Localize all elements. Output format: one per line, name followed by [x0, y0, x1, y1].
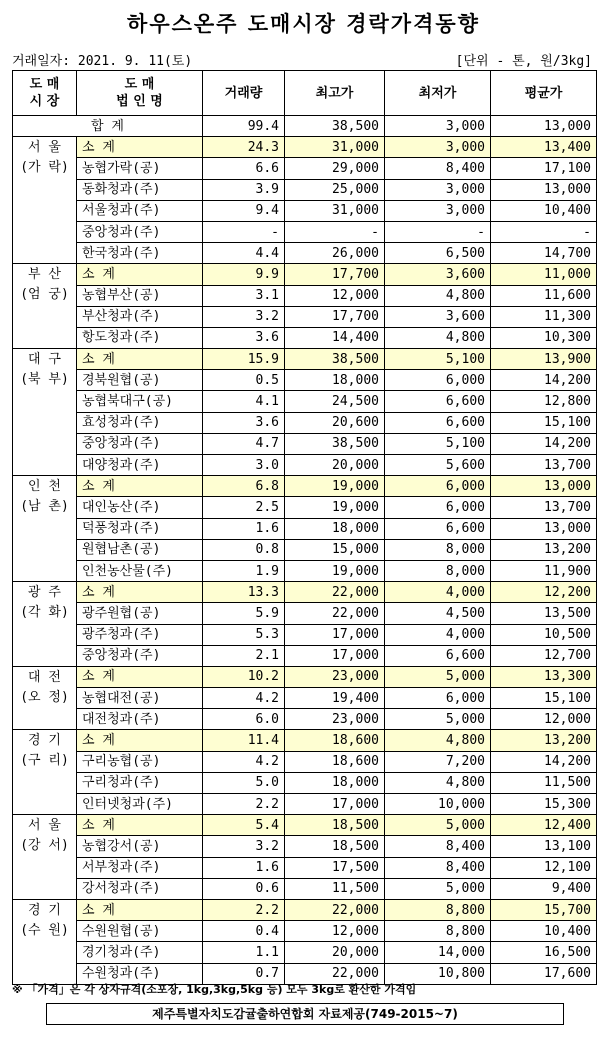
max-price-cell: 31,000: [285, 200, 385, 221]
corp-name: 대양청과(주): [77, 455, 203, 476]
market-name-line2: (각 화): [20, 605, 69, 621]
min-price-cell: 6,600: [385, 391, 491, 412]
total-label: 합 계: [13, 116, 203, 137]
max-price-cell: 19,000: [285, 476, 385, 497]
corp-name: 소 계: [77, 666, 203, 687]
market-name: [13, 137, 77, 264]
max-price-cell: 22,000: [285, 582, 385, 603]
min-price-cell: 3,600: [385, 306, 491, 327]
avg-price-cell: 10,300: [491, 327, 597, 348]
max-price-cell: 17,000: [285, 794, 385, 815]
footnote: ※ 「가격」은 각 상자규격(소포장, 1kg,3kg,5kg 등) 모두 3kg로 환산한 가격임: [12, 983, 417, 996]
total-row: [13, 116, 597, 137]
header-volume: 거래량: [203, 71, 285, 116]
min-price-cell: 10,800: [385, 963, 491, 984]
source-box: 제주특별자치도감귤출하연합회 자료제공(749-2015~7): [46, 1003, 564, 1025]
subtotal-row: [13, 349, 597, 370]
subtotal-row: [13, 582, 597, 603]
corp-name: 부산청과(주): [77, 306, 203, 327]
table-row: [13, 412, 597, 433]
avg-price-cell: -: [491, 221, 597, 242]
min-price-cell: 4,000: [385, 624, 491, 645]
header-min: 최저가: [385, 71, 491, 116]
min-price-cell: 8,000: [385, 560, 491, 581]
corp-name: 소 계: [77, 476, 203, 497]
corp-name: 농협대전(공): [77, 688, 203, 709]
volume-cell: 0.4: [203, 921, 285, 942]
table-row: [13, 306, 597, 327]
market-name: [13, 349, 77, 476]
max-price-cell: 18,500: [285, 836, 385, 857]
min-price-cell: 6,500: [385, 243, 491, 264]
avg-price-cell: 11,600: [491, 285, 597, 306]
volume-cell: 9.4: [203, 200, 285, 221]
market-name-line1: 경 기: [28, 733, 61, 749]
volume-cell: 3.0: [203, 455, 285, 476]
market-name-line1: 서 울: [28, 140, 61, 156]
max-price-cell: 14,400: [285, 327, 385, 348]
avg-price-cell: 17,100: [491, 158, 597, 179]
max-price-cell: 23,000: [285, 666, 385, 687]
table-row: [13, 603, 597, 624]
corp-name: 소 계: [77, 899, 203, 920]
avg-price-cell: 13,100: [491, 836, 597, 857]
min-price-cell: 6,000: [385, 476, 491, 497]
avg-price-cell: 13,900: [491, 349, 597, 370]
subtotal-row: [13, 264, 597, 285]
avg-price-cell: 10,400: [491, 921, 597, 942]
corp-name: 강서청과(주): [77, 878, 203, 899]
volume-cell: 1.9: [203, 560, 285, 581]
max-price-cell: 26,000: [285, 243, 385, 264]
max-price-cell: 12,000: [285, 285, 385, 306]
table-row: [13, 688, 597, 709]
max-price-cell: 19,000: [285, 560, 385, 581]
table-row: [13, 878, 597, 899]
corp-name: 인천농산물(주): [77, 560, 203, 581]
market-name-line1: 대 구: [28, 352, 61, 368]
max-price-cell: 12,000: [285, 921, 385, 942]
corp-name: 중앙청과(주): [77, 433, 203, 454]
market-name-line1: 부 산: [28, 267, 61, 283]
corp-name: 중앙청과(주): [77, 645, 203, 666]
avg-price-cell: 13,000: [491, 476, 597, 497]
corp-name: 수원청과(주): [77, 963, 203, 984]
corp-name: 농협강서(공): [77, 836, 203, 857]
corp-name: 농협가락(공): [77, 158, 203, 179]
corp-name: 동화청과(주): [77, 179, 203, 200]
table-row: [13, 539, 597, 560]
max-price-cell: 24,500: [285, 391, 385, 412]
corp-name: 소 계: [77, 349, 203, 370]
corp-name: 수원원협(공): [77, 921, 203, 942]
market-name-line2: (남 촌): [20, 499, 69, 515]
volume-cell: 3.6: [203, 327, 285, 348]
min-price-cell: 4,000: [385, 582, 491, 603]
max-price-cell: 17,700: [285, 264, 385, 285]
corp-name: 소 계: [77, 137, 203, 158]
volume-cell: 2.1: [203, 645, 285, 666]
avg-price-cell: 13,200: [491, 539, 597, 560]
table-row: [13, 836, 597, 857]
volume-cell: 5.3: [203, 624, 285, 645]
total-volume: 99.4: [203, 116, 285, 137]
subtotal-row: [13, 899, 597, 920]
avg-price-cell: 12,700: [491, 645, 597, 666]
min-price-cell: 6,000: [385, 370, 491, 391]
volume-cell: 5.9: [203, 603, 285, 624]
market-name-line2: (엄 궁): [20, 287, 69, 303]
market-name: [13, 666, 77, 730]
volume-cell: 2.2: [203, 899, 285, 920]
meta-line: [12, 50, 592, 69]
volume-cell: 3.1: [203, 285, 285, 306]
corp-name: 대인농산(주): [77, 497, 203, 518]
avg-price-cell: 14,200: [491, 433, 597, 454]
table-row: [13, 921, 597, 942]
min-price-cell: 14,000: [385, 942, 491, 963]
corp-name: 농협북대구(공): [77, 391, 203, 412]
avg-price-cell: 14,200: [491, 751, 597, 772]
min-price-cell: -: [385, 221, 491, 242]
total-min: 3,000: [385, 116, 491, 137]
volume-cell: 6.0: [203, 709, 285, 730]
header-row: [13, 71, 597, 116]
avg-price-cell: 13,500: [491, 603, 597, 624]
min-price-cell: 4,800: [385, 327, 491, 348]
table-row: [13, 518, 597, 539]
min-price-cell: 3,000: [385, 200, 491, 221]
max-price-cell: 19,000: [285, 497, 385, 518]
max-price-cell: 18,500: [285, 815, 385, 836]
avg-price-cell: 13,400: [491, 137, 597, 158]
max-price-cell: 17,700: [285, 306, 385, 327]
table-row: [13, 158, 597, 179]
volume-cell: 2.2: [203, 794, 285, 815]
table-row: [13, 179, 597, 200]
market-name: [13, 476, 77, 582]
max-price-cell: 17,000: [285, 624, 385, 645]
total-avg: 13,000: [491, 116, 597, 137]
table-row: [13, 794, 597, 815]
min-price-cell: 6,000: [385, 688, 491, 709]
header-market: 도 매 시 장: [13, 71, 77, 116]
avg-price-cell: 14,700: [491, 243, 597, 264]
max-price-cell: 29,000: [285, 158, 385, 179]
market-name-line2: (구 리): [20, 753, 69, 769]
avg-price-cell: 14,200: [491, 370, 597, 391]
table-row: [13, 751, 597, 772]
market-name: [13, 730, 77, 815]
avg-price-cell: 10,400: [491, 200, 597, 221]
table-row: [13, 221, 597, 242]
volume-cell: 6.8: [203, 476, 285, 497]
corp-name: 원협남촌(공): [77, 539, 203, 560]
max-price-cell: 18,600: [285, 751, 385, 772]
avg-price-cell: 13,700: [491, 455, 597, 476]
corp-name: 구리청과(주): [77, 772, 203, 793]
table-row: [13, 433, 597, 454]
avg-price-cell: 16,500: [491, 942, 597, 963]
max-price-cell: 31,000: [285, 137, 385, 158]
avg-price-cell: 15,700: [491, 899, 597, 920]
market-name-line2: (수 원): [20, 922, 69, 938]
max-price-cell: 38,500: [285, 349, 385, 370]
min-price-cell: 8,400: [385, 857, 491, 878]
min-price-cell: 5,000: [385, 666, 491, 687]
market-name-line1: 대 전: [28, 669, 61, 685]
volume-cell: 1.1: [203, 942, 285, 963]
max-price-cell: 22,000: [285, 899, 385, 920]
volume-cell: 4.2: [203, 688, 285, 709]
min-price-cell: 4,800: [385, 730, 491, 751]
table-row: [13, 285, 597, 306]
volume-cell: 15.9: [203, 349, 285, 370]
table-row: [13, 560, 597, 581]
corp-name: 소 계: [77, 582, 203, 603]
max-price-cell: 19,400: [285, 688, 385, 709]
corp-name: 소 계: [77, 815, 203, 836]
min-price-cell: 8,800: [385, 921, 491, 942]
max-price-cell: -: [285, 221, 385, 242]
volume-cell: 9.9: [203, 264, 285, 285]
avg-price-cell: 15,100: [491, 688, 597, 709]
max-price-cell: 25,000: [285, 179, 385, 200]
corp-name: 덕풍청과(주): [77, 518, 203, 539]
market-name-line1: 광 주: [28, 585, 61, 601]
min-price-cell: 5,100: [385, 349, 491, 370]
min-price-cell: 7,200: [385, 751, 491, 772]
min-price-cell: 8,400: [385, 836, 491, 857]
header-avg: 평균가: [491, 71, 597, 116]
min-price-cell: 5,000: [385, 878, 491, 899]
corp-name: 항도청과(주): [77, 327, 203, 348]
max-price-cell: 18,600: [285, 730, 385, 751]
corp-name: 경기청과(주): [77, 942, 203, 963]
subtotal-row: [13, 666, 597, 687]
market-name: [13, 264, 77, 349]
max-price-cell: 20,000: [285, 942, 385, 963]
volume-cell: 3.2: [203, 306, 285, 327]
corp-name: 경북원협(공): [77, 370, 203, 391]
table-row: [13, 391, 597, 412]
subtotal-row: [13, 730, 597, 751]
market-name-line2: (강 서): [20, 838, 69, 854]
subtotal-row: [13, 815, 597, 836]
min-price-cell: 5,100: [385, 433, 491, 454]
volume-cell: 0.5: [203, 370, 285, 391]
min-price-cell: 3,600: [385, 264, 491, 285]
volume-cell: 24.3: [203, 137, 285, 158]
market-name: [13, 815, 77, 900]
market-name-line2: (가 락): [20, 160, 69, 176]
min-price-cell: 8,000: [385, 539, 491, 560]
avg-price-cell: 13,700: [491, 497, 597, 518]
table-row: [13, 645, 597, 666]
max-price-cell: 20,600: [285, 412, 385, 433]
volume-cell: 4.7: [203, 433, 285, 454]
price-table: [12, 70, 597, 985]
corp-name: 한국청과(주): [77, 243, 203, 264]
header-corp: 도 매 법 인 명: [77, 71, 203, 116]
volume-cell: 1.6: [203, 518, 285, 539]
avg-price-cell: 13,200: [491, 730, 597, 751]
avg-price-cell: 12,000: [491, 709, 597, 730]
avg-price-cell: 12,100: [491, 857, 597, 878]
avg-price-cell: 11,900: [491, 560, 597, 581]
corp-name: 대전청과(주): [77, 709, 203, 730]
table-row: [13, 200, 597, 221]
max-price-cell: 18,000: [285, 370, 385, 391]
market-name-line2: (북 부): [20, 372, 69, 388]
subtotal-row: [13, 137, 597, 158]
volume-cell: 1.6: [203, 857, 285, 878]
table-row: [13, 772, 597, 793]
min-price-cell: 6,600: [385, 518, 491, 539]
avg-price-cell: 13,300: [491, 666, 597, 687]
volume-cell: 0.8: [203, 539, 285, 560]
avg-price-cell: 15,100: [491, 412, 597, 433]
corp-name: 광주청과(주): [77, 624, 203, 645]
market-name-line1: 서 울: [28, 818, 61, 834]
volume-cell: 3.9: [203, 179, 285, 200]
avg-price-cell: 17,600: [491, 963, 597, 984]
corp-name: 효성청과(주): [77, 412, 203, 433]
volume-cell: 4.1: [203, 391, 285, 412]
avg-price-cell: 10,500: [491, 624, 597, 645]
table-row: [13, 624, 597, 645]
volume-cell: 5.4: [203, 815, 285, 836]
avg-price-cell: 13,000: [491, 179, 597, 200]
corp-name: 서부청과(주): [77, 857, 203, 878]
corp-name: 소 계: [77, 730, 203, 751]
volume-cell: 4.4: [203, 243, 285, 264]
min-price-cell: 6,600: [385, 645, 491, 666]
page-title: 하우스온주 도매시장 경락가격동향: [127, 12, 480, 36]
min-price-cell: 5,000: [385, 815, 491, 836]
max-price-cell: 38,500: [285, 433, 385, 454]
avg-price-cell: 13,000: [491, 518, 597, 539]
max-price-cell: 11,500: [285, 878, 385, 899]
corp-name: 인터넷청과(주): [77, 794, 203, 815]
max-price-cell: 22,000: [285, 603, 385, 624]
volume-cell: 3.2: [203, 836, 285, 857]
avg-price-cell: 15,300: [491, 794, 597, 815]
avg-price-cell: 11,300: [491, 306, 597, 327]
min-price-cell: 5,600: [385, 455, 491, 476]
min-price-cell: 4,800: [385, 285, 491, 306]
table-row: [13, 327, 597, 348]
corp-name: 중앙청과(주): [77, 221, 203, 242]
min-price-cell: 3,000: [385, 179, 491, 200]
volume-cell: 3.6: [203, 412, 285, 433]
avg-price-cell: 12,800: [491, 391, 597, 412]
market-name-line1: 경 기: [28, 902, 61, 918]
max-price-cell: 17,500: [285, 857, 385, 878]
total-max: 38,500: [285, 116, 385, 137]
corp-name: 서울청과(주): [77, 200, 203, 221]
volume-cell: 0.7: [203, 963, 285, 984]
corp-name: 소 계: [77, 264, 203, 285]
volume-cell: 0.6: [203, 878, 285, 899]
trade-date: 거래일자: 2021. 9. 11(토): [12, 54, 193, 69]
market-name: [13, 899, 77, 984]
avg-price-cell: 12,400: [491, 815, 597, 836]
avg-price-cell: 9,400: [491, 878, 597, 899]
min-price-cell: 5,000: [385, 709, 491, 730]
min-price-cell: 8,800: [385, 899, 491, 920]
table-row: [13, 857, 597, 878]
table-row: [13, 243, 597, 264]
table-row: [13, 942, 597, 963]
table-row: [13, 370, 597, 391]
header-max: 최고가: [285, 71, 385, 116]
min-price-cell: 4,500: [385, 603, 491, 624]
corp-name: 농협부산(공): [77, 285, 203, 306]
table-row: [13, 497, 597, 518]
avg-price-cell: 11,500: [491, 772, 597, 793]
market-name-line2: (오 정): [20, 689, 69, 705]
volume-cell: 2.5: [203, 497, 285, 518]
table-row: [13, 709, 597, 730]
avg-price-cell: 12,200: [491, 582, 597, 603]
avg-price-cell: 11,000: [491, 264, 597, 285]
volume-cell: 13.3: [203, 582, 285, 603]
table-row: [13, 455, 597, 476]
market-name: [13, 582, 77, 667]
unit-label: [단위 - 톤, 원/3kg]: [455, 54, 592, 69]
volume-cell: 4.2: [203, 751, 285, 772]
max-price-cell: 20,000: [285, 455, 385, 476]
min-price-cell: 3,000: [385, 137, 491, 158]
min-price-cell: 6,000: [385, 497, 491, 518]
min-price-cell: 8,400: [385, 158, 491, 179]
max-price-cell: 23,000: [285, 709, 385, 730]
min-price-cell: 6,600: [385, 412, 491, 433]
volume-cell: -: [203, 221, 285, 242]
max-price-cell: 15,000: [285, 539, 385, 560]
volume-cell: 10.2: [203, 666, 285, 687]
volume-cell: 5.0: [203, 772, 285, 793]
min-price-cell: 4,800: [385, 772, 491, 793]
market-name-line1: 인 천: [28, 479, 61, 495]
max-price-cell: 17,000: [285, 645, 385, 666]
max-price-cell: 18,000: [285, 772, 385, 793]
corp-name: 구리농협(공): [77, 751, 203, 772]
volume-cell: 6.6: [203, 158, 285, 179]
volume-cell: 11.4: [203, 730, 285, 751]
max-price-cell: 22,000: [285, 963, 385, 984]
max-price-cell: 18,000: [285, 518, 385, 539]
min-price-cell: 10,000: [385, 794, 491, 815]
corp-name: 광주원협(공): [77, 603, 203, 624]
subtotal-row: [13, 476, 597, 497]
